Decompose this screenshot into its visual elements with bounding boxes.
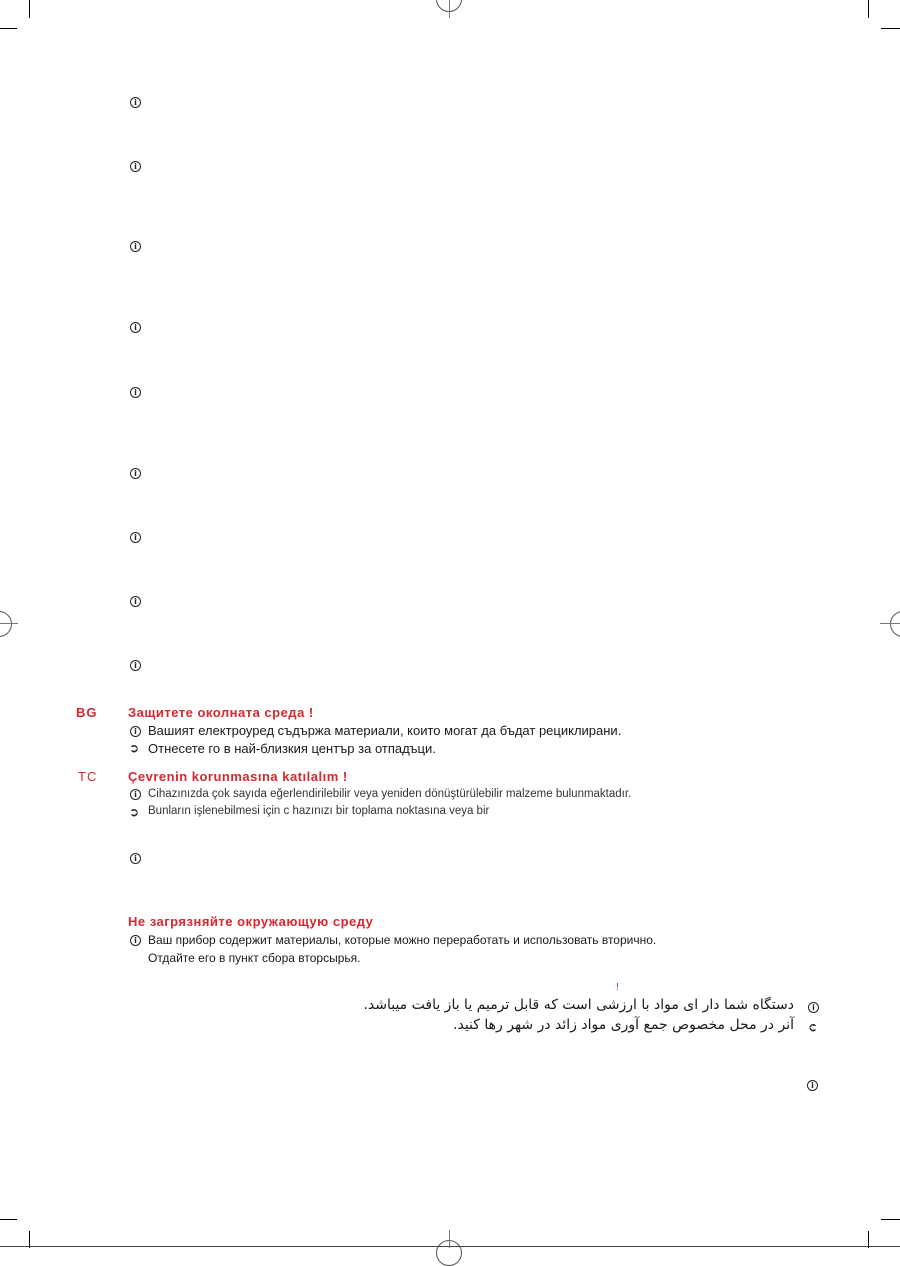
recycle-note: دستگاه شما دار ای مواد با ارزشی است که قابل ترمیم یا باز یافت میباشد. [363,997,794,1013]
language-code: TC [78,769,98,784]
crop-mark-top-left-v [29,0,30,18]
registration-mark-right [890,611,900,637]
info-circle-icon: i [130,935,141,946]
crop-mark-top-left-h [0,28,17,29]
info-circle-icon: i [130,161,141,172]
section-title: Çevrenin korunmasına katılalım ! [128,769,348,784]
registration-mark-left [0,611,12,637]
crop-mark-bottom-left-h [0,1219,17,1220]
info-circle-icon: i [130,322,141,333]
info-circle-icon: i [130,853,141,864]
section-title: Защитете околната среда ! [128,705,314,720]
info-circle-icon: i [130,387,141,398]
arrow-right-icon: ➲ [129,805,140,819]
registration-mark-right-line [880,623,900,624]
crop-mark-top-right-h [881,28,900,29]
info-circle-icon: i [130,789,141,800]
arrow-right-icon: ➲ [129,741,140,755]
bottom-trim-line [0,1246,900,1247]
recycle-note: Cihazınızda çok sayıda eğerlendirilebilir veya yeniden dönüştürülebilir malzeme bulunmaktadır. [148,788,632,800]
disposal-instruction: Bunların işlenebilmesi için c hazınızı bir toplama noktasına veya bir [148,805,490,817]
section-title-mark: ! [616,982,619,993]
info-circle-icon: i [130,241,141,252]
registration-mark-top-line [449,0,450,18]
language-code: BG [76,705,98,720]
crop-mark-top-right-v [868,0,869,18]
info-circle-icon: i [130,726,141,737]
disposal-instruction: Отнесете го в най-близкия център за отпадъци. [148,741,436,756]
info-circle-icon: i [130,97,141,108]
info-circle-icon: i [130,468,141,479]
section-title: Не загрязняйте окружающую среду [128,914,374,929]
disposal-instruction: آنر در محل مخصوص جمع آوری مواد زائد در شهر رها کنید. [453,1017,794,1033]
registration-mark-left-line [0,623,18,624]
recycle-note: Ваш прибор содержит материалы, которые можно переработать и использовать вторично. [148,933,657,947]
info-circle-icon: i [130,596,141,607]
arrow-left-icon: ➲ [808,1020,819,1034]
crop-mark-bottom-right-h [881,1219,900,1220]
info-circle-icon: i [808,1002,819,1013]
info-circle-icon: i [130,660,141,671]
recycle-note: Вашият електроуред съдържа материали, които могат да бъдат рециклирани. [148,723,622,738]
info-circle-icon: i [807,1080,818,1091]
disposal-instruction: Отдайте его в пункт сбора вторсырья. [148,951,361,965]
info-circle-icon: i [130,532,141,543]
